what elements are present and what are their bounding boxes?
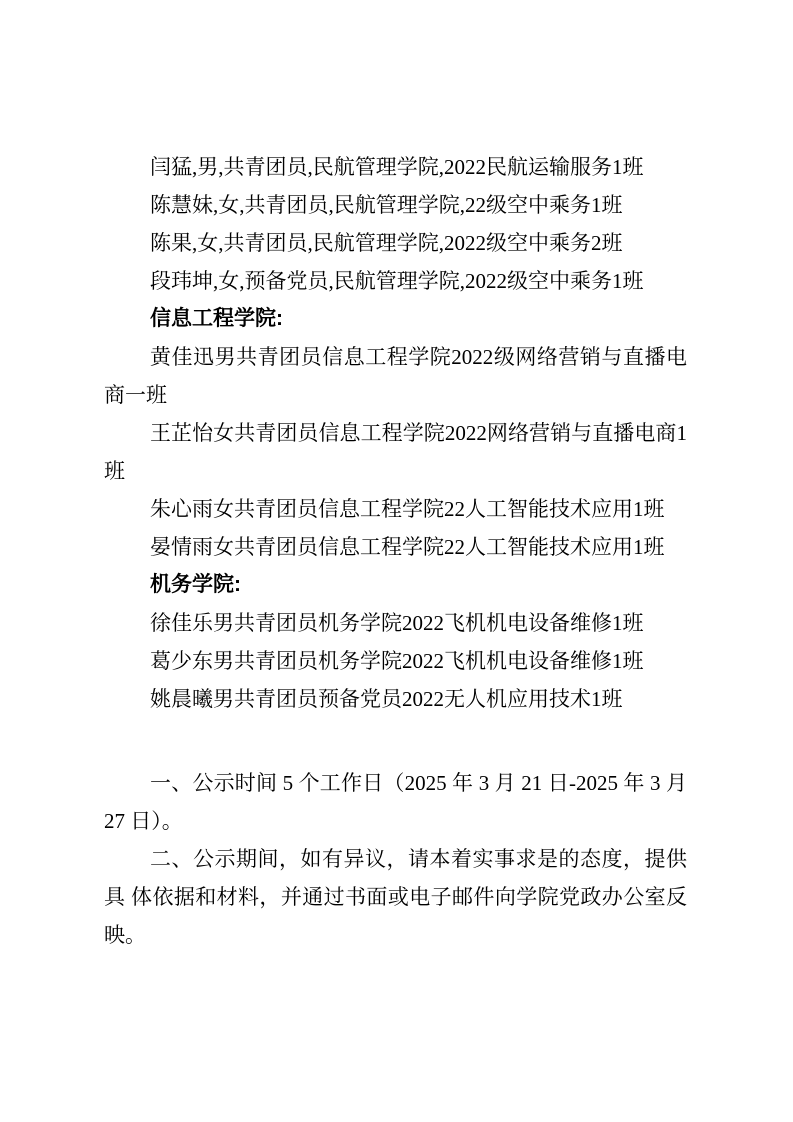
section-heading-information-engineering-college: 信息工程学院:: [150, 307, 283, 330]
document-text-block: [104, 148, 687, 954]
notice-item-objection-instructions: 二、公示期间，如有异议，请本着实事求是的态度，提供具 体依据和材料，并通过书面或电子邮件向学院党政办公室反映。: [104, 847, 687, 947]
student-entry-line: 葛少东男共青团员机务学院2022飞机机电设备维修1班: [150, 649, 644, 673]
student-entry-line: 王芷怡女共青团员信息工程学院2022网络营销与直播电商1班: [104, 421, 687, 483]
student-entry-line: 陈果,女,共青团员,民航管理学院,2022级空中乘务2班: [150, 231, 623, 255]
blank-line-spacer: [104, 718, 687, 764]
student-entry-line: 闫猛,男,共青团员,民航管理学院,2022民航运输服务1班: [150, 155, 644, 179]
student-entry-line: 姚晨曦男共青团员预备党员2022无人机应用技术1班: [150, 687, 623, 711]
student-entry-line: 朱心雨女共青团员信息工程学院22人工智能技术应用1班: [150, 497, 665, 521]
student-entry-line: 徐佳乐男共青团员机务学院2022飞机机电设备维修1班: [150, 611, 644, 635]
student-entry-line: 晏情雨女共青团员信息工程学院22人工智能技术应用1班: [150, 535, 665, 559]
student-entry-line: 段玮坤,女,预备党员,民航管理学院,2022级空中乘务1班: [150, 269, 644, 293]
student-entry-line: 陈慧妹,女,共青团员,民航管理学院,22级空中乘务1班: [150, 193, 623, 217]
student-entry-line: 黄佳迅男共青团员信息工程学院2022级网络营销与直播电商一班: [104, 345, 687, 407]
notice-item-publicity-period: 一、公示时间 5 个工作日（2025 年 3 月 21 日-2025 年 3 月 27 日）。: [104, 771, 687, 833]
section-heading-aircraft-maintenance-college: 机务学院:: [150, 573, 241, 596]
